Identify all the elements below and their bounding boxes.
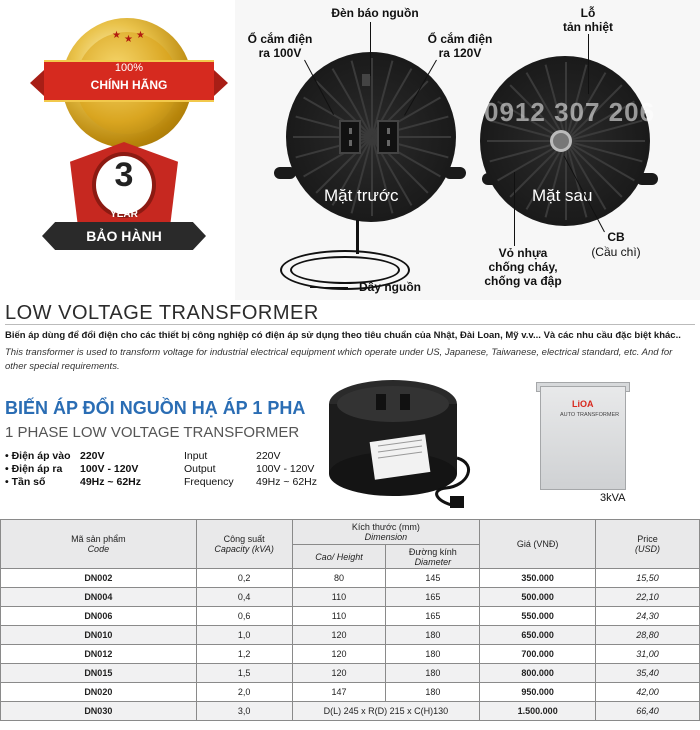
cell-price-vnd: 500.000 xyxy=(480,588,596,607)
lioa-logo: LiOA xyxy=(572,399,594,409)
cell-price-usd: 35,40 xyxy=(596,664,700,683)
warranty-label: BẢO HÀNH xyxy=(86,228,162,244)
col-capacity: Công suất Capacity (kVA) xyxy=(196,520,292,569)
annot-outlet-120v: Ổ cắm điện ra 120V xyxy=(427,32,493,60)
description-vi: Biến áp dùng để đổi điện cho các thiết bị công nghiệp có điện áp sử dụng theo tiêu chuẩn của Nhật, Đài Loan, Mỹ v.v... Và các nhu cầu đặc biệt khác.. xyxy=(5,330,681,341)
col-diameter: Đường kính Diameter xyxy=(386,545,480,569)
authentic-label: CHÍNH HÃNG xyxy=(90,78,168,92)
circuit-breaker xyxy=(550,130,572,152)
cell-price-usd: 28,80 xyxy=(596,626,700,645)
disc-rib xyxy=(566,140,645,142)
authentic-percent: 100% xyxy=(114,62,144,74)
table-row xyxy=(1,588,700,607)
cell-diameter: 165 xyxy=(386,588,480,607)
cell-height: 80 xyxy=(292,569,386,588)
table-row xyxy=(1,569,700,588)
cell-price-vnd: 550.000 xyxy=(480,607,596,626)
cell-price-usd: 42,00 xyxy=(596,683,700,702)
cell-capacity: 0,2 xyxy=(196,569,292,588)
cell-price-vnd: 350.000 xyxy=(480,569,596,588)
annot-heat-vent: Lỗ tản nhiệt xyxy=(563,6,613,34)
spec-label-en: Input xyxy=(184,450,208,462)
cell-price-vnd: 950.000 xyxy=(480,683,596,702)
annot-cb: CB xyxy=(607,230,625,244)
cell-price-usd: 66,40 xyxy=(596,702,700,721)
cell-height: 110 xyxy=(292,588,386,607)
cell-price-usd: 15,50 xyxy=(596,569,700,588)
cell-price-vnd: 800.000 xyxy=(480,664,596,683)
divider xyxy=(5,324,695,325)
spec-value-vi: 100V - 120V xyxy=(80,463,139,475)
cell-code: DN015 xyxy=(1,664,197,683)
cell-diameter: 145 xyxy=(386,569,480,588)
cell-code: DN002 xyxy=(1,569,197,588)
col-dimension: Kích thước (mm) Dimension xyxy=(292,520,480,545)
annot-outlet-100v: Ổ cắm điện ra 100V xyxy=(247,32,313,60)
price-table xyxy=(0,519,700,721)
cell-capacity: 0,6 xyxy=(196,607,292,626)
cell-code: DN006 xyxy=(1,607,197,626)
disc-rib xyxy=(371,58,373,137)
cell-price-vnd: 650.000 xyxy=(480,626,596,645)
cell-height: 120 xyxy=(292,645,386,664)
spec-value-en: 49Hz ~ 62Hz xyxy=(256,476,317,488)
banner-title: LOW VOLTAGE TRANSFORMER xyxy=(5,302,319,324)
cell-height: 120 xyxy=(292,664,386,683)
product-subtitle: 1 PHASE LOW VOLTAGE TRANSFORMER xyxy=(5,424,300,441)
table-row xyxy=(1,626,700,645)
cell-capacity: 0,4 xyxy=(196,588,292,607)
table-row xyxy=(1,645,700,664)
cell-capacity: 1,5 xyxy=(196,664,292,683)
enclosure-capacity: 3kVA xyxy=(600,492,626,504)
spec-value-vi: 49Hz ~ 62Hz xyxy=(80,476,141,488)
spec-label-vi: • Tần số xyxy=(5,476,46,488)
warranty-unit: YEAR xyxy=(110,209,138,220)
col-code: Mã sản phẩm Code xyxy=(1,520,197,569)
cell-code: DN020 xyxy=(1,683,197,702)
spec-label-vi: • Điện áp ra xyxy=(5,463,63,475)
annot-casing: Vỏ nhựa chống cháy, chống va đập xyxy=(484,246,562,288)
cell-diameter: 180 xyxy=(386,645,480,664)
indicator-light xyxy=(362,74,370,86)
outlet-120v xyxy=(377,120,399,154)
annot-indicator-light: Đèn báo nguồn xyxy=(331,6,419,20)
outlet-100v xyxy=(339,120,361,154)
cell-diameter: 165 xyxy=(386,607,480,626)
annot-power-cord: Dây nguồn xyxy=(359,280,421,294)
cell-capacity: 2,0 xyxy=(196,683,292,702)
description-en: This transformer is used to transform voltage for industrial electrical equipment which operate under US, Japanese, Taiwanese, electrical standard, etc. And for other special requirements. xyxy=(5,347,673,372)
cell-height: 147 xyxy=(292,683,386,702)
table-row xyxy=(1,702,700,721)
col-height: Cao/ Height xyxy=(292,545,386,569)
table-row xyxy=(1,683,700,702)
col-price-usd: Price (USD) xyxy=(596,520,700,569)
spec-label-vi: • Điện áp vào xyxy=(5,450,71,462)
star-icon: ★ xyxy=(136,30,145,41)
spec-label-en: Output xyxy=(184,463,216,475)
spec-value-vi: 220V xyxy=(80,450,105,462)
product-title: BIẾN ÁP ĐỔI NGUỒN HẠ ÁP 1 PHA xyxy=(5,398,306,418)
enclosure-label: AUTO TRANSFORMER xyxy=(560,412,620,418)
front-label: Mặt trước xyxy=(324,186,399,205)
cell-height: 120 xyxy=(292,626,386,645)
star-icon: ★ xyxy=(112,30,121,41)
table-row xyxy=(1,607,700,626)
cell-diameter: 180 xyxy=(386,626,480,645)
cell-code: DN010 xyxy=(1,626,197,645)
cell-diameter: 180 xyxy=(386,664,480,683)
cell-dimension: D(L) 245 x R(D) 215 x C(H)130 xyxy=(292,702,480,721)
cell-capacity: 1,2 xyxy=(196,645,292,664)
col-price-vnd: Giá (VNĐ) xyxy=(480,520,596,569)
cell-price-usd: 31,00 xyxy=(596,645,700,664)
phone-watermark: 0912 307 206 xyxy=(484,97,656,127)
cell-capacity: 3,0 xyxy=(196,702,292,721)
disc-rib xyxy=(565,141,567,220)
cell-price-vnd: 1.500.000 xyxy=(480,702,596,721)
warranty-years: 3 xyxy=(114,156,134,194)
cell-diameter: 180 xyxy=(386,683,480,702)
spec-value-en: 100V - 120V xyxy=(256,463,315,475)
cell-capacity: 1,0 xyxy=(196,626,292,645)
spec-label-en: Frequency xyxy=(184,476,234,488)
product-photo-panel xyxy=(0,0,700,300)
cell-code: DN030 xyxy=(1,702,197,721)
annot-cb-sub: (Cầu chì) xyxy=(591,245,641,259)
cell-price-usd: 22,10 xyxy=(596,588,700,607)
cell-price-vnd: 700.000 xyxy=(480,645,596,664)
cell-price-usd: 24,30 xyxy=(596,607,700,626)
cell-code: DN004 xyxy=(1,588,197,607)
back-label: Mặt sau xyxy=(532,186,593,205)
spec-value-en: 220V xyxy=(256,450,281,462)
cell-height: 110 xyxy=(292,607,386,626)
cell-code: DN012 xyxy=(1,645,197,664)
transformer-image xyxy=(318,368,482,510)
star-icon: ★ xyxy=(124,34,133,45)
warranty-badge xyxy=(42,142,206,254)
table-row xyxy=(1,664,700,683)
